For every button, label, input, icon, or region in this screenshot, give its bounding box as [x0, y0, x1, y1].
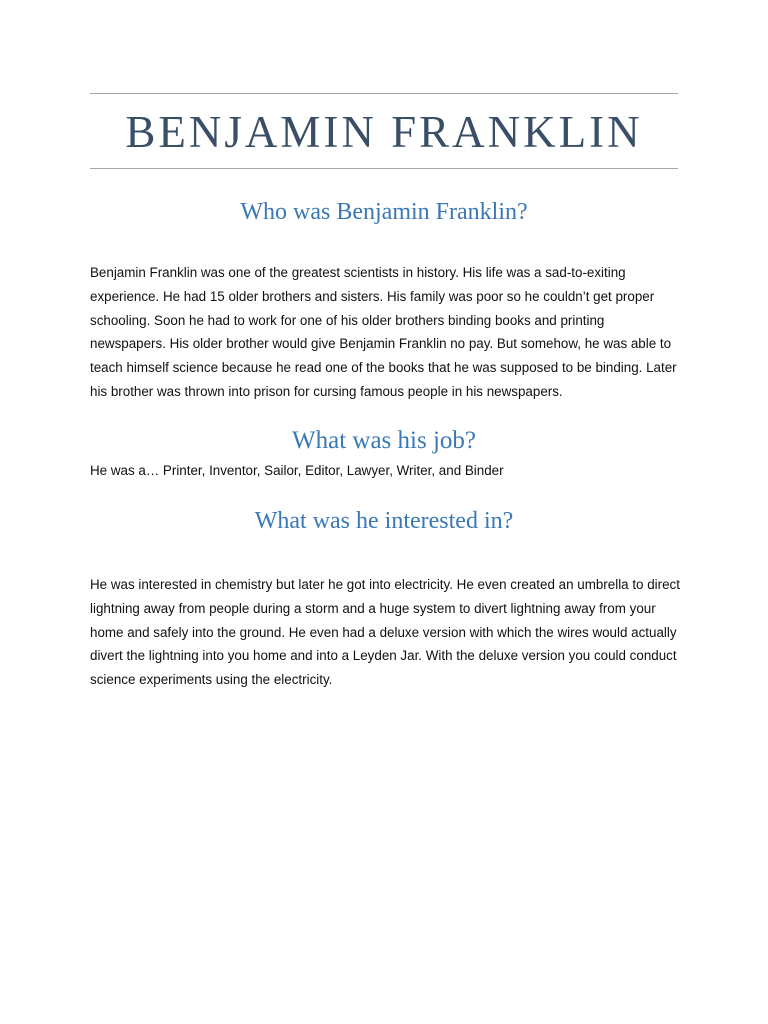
section-body-who: Benjamin Franklin was one of the greatest scientists in history. His life was a sad-to-exiting experience. He had 15 older brothers and sisters. His family was poor so he couldn’t get proper schooling. Soon he had to work for one of his older brothers binding books and printing newspapers. His older brother would give Benjamin Franklin no pay. But somehow, he was able to teach himself science because he read one of the books that he was supposed to be binding. Later his brother was thrown into prison for cursing famous people in his newspapers. [90, 265, 677, 399]
section-body-interests: He was interested in chemistry but later he got into electricity. He even created an umbrella to direct lightning away from people during a storm and a huge system to divert lightning away from your home and safely into the ground. He even had a deluxe version with which the wires would actually divert the lightning into you home and into a Leyden Jar. With the deluxe version you could conduct science experiments using the electricity. [90, 577, 680, 688]
section-heading-interests: What was he interested in? [254, 508, 514, 534]
document-title: BENJAMIN FRANKLIN [125, 107, 643, 157]
title-top-rule [90, 93, 678, 94]
section-body-job: He was a… Printer, Inventor, Sailor, Editor, Lawyer, Writer, and Binder [90, 463, 504, 478]
section-heading-job: What was his job? [292, 427, 476, 454]
section-heading-who: Who was Benjamin Franklin? [240, 199, 528, 225]
title-bottom-rule [90, 168, 678, 169]
